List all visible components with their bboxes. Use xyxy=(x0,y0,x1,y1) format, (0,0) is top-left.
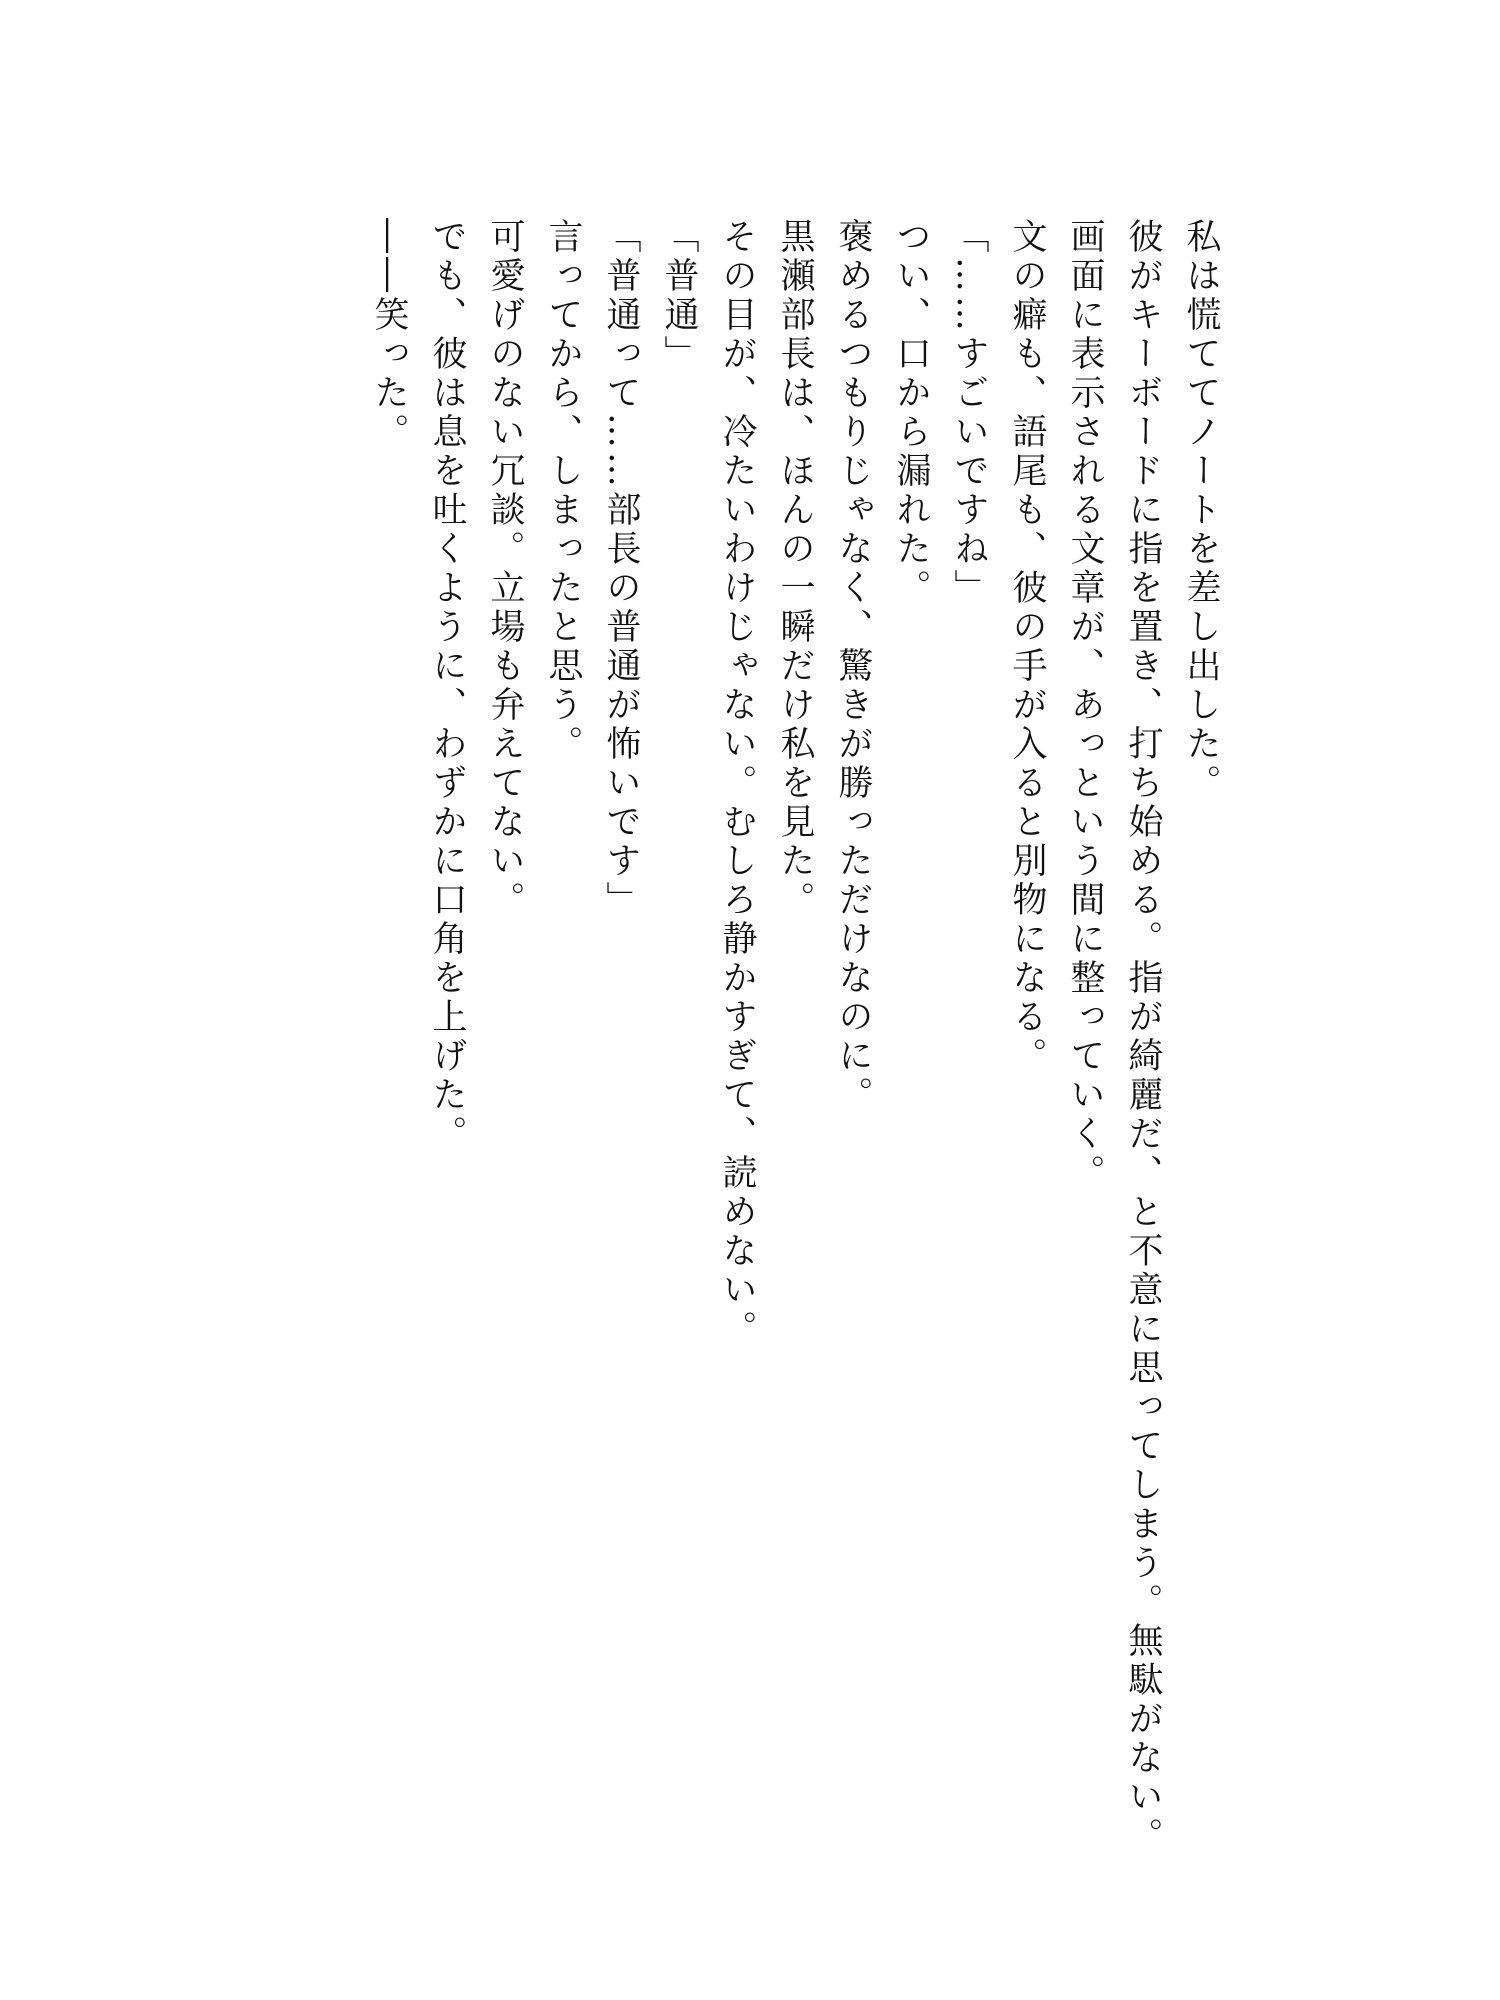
text-line: 私は慌ててノートを差し出した。 xyxy=(1181,218,1221,803)
text-line: つい、口から漏れた。 xyxy=(891,218,931,608)
text-line: 可愛げのない冗談。立場も弁えてない。 xyxy=(485,218,525,920)
dialogue-line: 「普通」 xyxy=(659,218,699,374)
text-line: ――笑った。 xyxy=(369,218,409,452)
dialogue-line: 「……すごいですね」 xyxy=(949,218,989,608)
body-text xyxy=(360,218,1230,1856)
text-line: 黒瀬部長は、ほんの一瞬だけ私を見た。 xyxy=(775,218,815,920)
text-line: 画面に表示される文章が、あっという間に整っていく。 xyxy=(1065,218,1105,1193)
text-line: 彼がキーボードに指を置き、打ち始める。指が綺麗だ、と不意に思ってしまう。無駄がない。 xyxy=(1123,218,1163,1856)
text-line: 言ってから、しまったと思う。 xyxy=(543,218,583,764)
dialogue-line: 「普通って……部長の普通が怖いです」 xyxy=(601,218,641,920)
text-line: その目が、冷たいわけじゃない。むしろ静かすぎて、読めない。 xyxy=(717,218,757,1349)
text-line: 褒めるつもりじゃなく、驚きが勝っただけなのに。 xyxy=(833,218,873,1115)
text-line: 文の癖も、語尾も、彼の手が入ると別物になる。 xyxy=(1007,218,1047,1076)
text-line: でも、彼は息を吐くように、わずかに口角を上げた。 xyxy=(427,218,467,1154)
